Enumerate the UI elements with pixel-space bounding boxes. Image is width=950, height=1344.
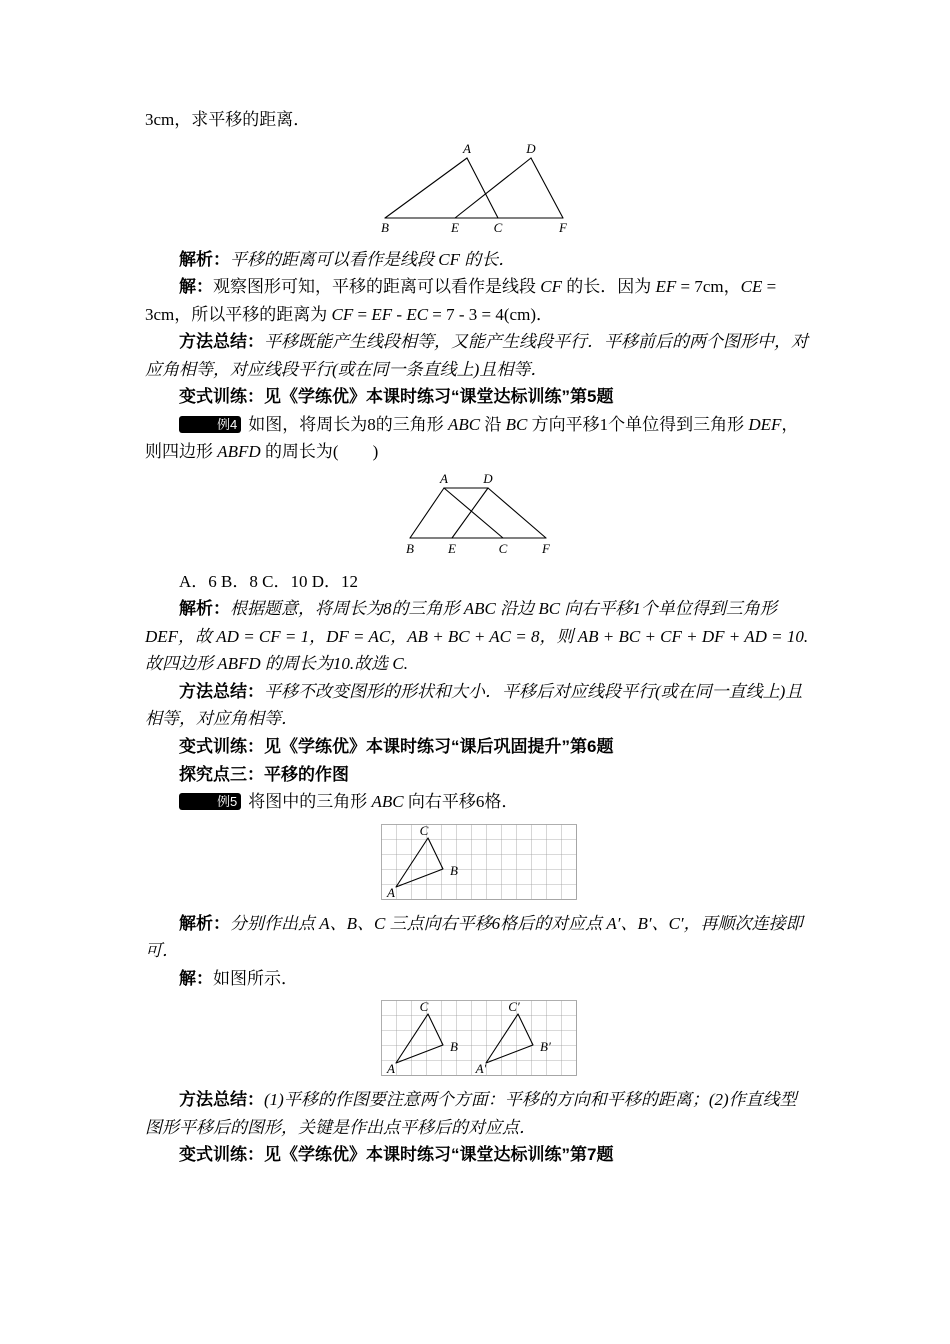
point-label-b: B (449, 862, 458, 878)
ex5-method-summary: 方法总结：(1)平移的作图要注意两个方面：平移的方向和平移的距离；(2)作直线型图形平移后的图形，关键是作出点平移后的对应点． (145, 1090, 797, 1137)
point-label-c: C (493, 219, 502, 235)
ex4-variation-training: 变式训练：见《学练优》本课时练习“课后巩固提升”第6题 (179, 736, 614, 756)
point-label-a: A (386, 884, 395, 900)
example-4-badge: 例4 (179, 416, 241, 433)
ex5-grid-svg (381, 824, 577, 900)
ex4-method-summary: 方法总结：平移不改变图形的形状和大小．平移后对应线段平行(或在同一直线上)且相等，对应角相等． (145, 681, 803, 729)
point-label-f: F (541, 540, 550, 556)
point-label-c: C (498, 540, 507, 556)
ex3-solution: 解：观察图形可知，平移的距离可以看作是线段 CF 的长．因为 EF = 7cm，CE = 3cm，所以平移的距离为 CF = EF - EC = 7 - 3 = 4(cm)． (145, 277, 777, 324)
grid-background (381, 824, 576, 899)
intro-line: 3cm，求平移的距离． (145, 110, 311, 129)
ex5-analysis: 解析：分别作出点 A、B、C 三点向右平移6格后的对应点 A′、B′、C′，再顺次连接即可． (145, 913, 803, 961)
ex3-figure-svg (379, 142, 579, 236)
ex3-variation-training: 变式训练：见《学练优》本课时练习“课堂达标训练”第5题 (179, 387, 614, 407)
ex4-figure-svg (404, 474, 554, 558)
example-5-badge: 例5 (179, 793, 241, 810)
point-label-c-prime: C′ (507, 1000, 520, 1015)
triangle-abc-def-lines (385, 158, 563, 218)
ex5-result-grid-svg (381, 1000, 577, 1076)
ex5-variation-training: 变式训练：见《学练优》本课时练习“课堂达标训练”第7题 (179, 1145, 614, 1165)
point-label-a-prime: A′ (475, 1061, 486, 1077)
point-label-c: C (419, 823, 428, 838)
ex5-question (145, 788, 812, 816)
point-label-d: D (525, 141, 536, 156)
ex4-analysis: 解析：根据题意，将周长为8的三角形 ABC 沿边 BC 向右平移1个单位得到三角形 DEF，故 AD = CF = 1，DF = AC，AB + BC + AC = 8，则 AB + BC + CF + DF + AD = 10.故四边形 ABFD 的周长为10.故选 C. (145, 599, 809, 674)
ex5-question-text: 将图中的三角形 ABC 向右平移6格． (248, 792, 519, 812)
point-label-b: B (449, 1039, 458, 1055)
ex4-options: A．6 B．8 C．10 D．12 (179, 571, 358, 591)
exploration-point-3-heading: 探究点三：平移的作图 (179, 764, 349, 784)
point-label-b: B (380, 219, 389, 235)
figure-ex5-grid-before (145, 824, 812, 900)
point-label-a: A (439, 473, 448, 486)
point-label-b-prime: B′ (539, 1039, 551, 1055)
point-label-a: A (462, 141, 471, 156)
point-label-b: B (405, 540, 414, 556)
trapezoid-abfd-lines (410, 488, 546, 538)
ex3-method-summary: 方法总结：平移既能产生线段相等，又能产生线段平行．平移前后的两个图形中，对应角相等，对应线段平行(或在同一条直线上)且相等． (145, 332, 808, 379)
point-label-e: E (450, 219, 459, 235)
point-label-a: A (386, 1061, 395, 1077)
ex5-solution: 解：如图所示． (179, 968, 298, 988)
point-label-d: D (482, 473, 493, 486)
figure-ex3-triangles (145, 142, 812, 236)
ex4-question-text: 如图，将周长为8的三角形 ABC 沿 BC 方向平移1个单位得到三角形 DEF，则四边形 ABFD 的周长为( ) (145, 414, 799, 462)
point-label-c: C (419, 1000, 428, 1015)
point-label-f: F (558, 219, 567, 235)
ex3-analysis: 解析：平移的距离可以看作是线段 CF 的长． (179, 249, 516, 269)
figure-ex5-grid-after (145, 1000, 812, 1076)
ex4-question (145, 411, 812, 466)
figure-ex4-trapezoid (145, 474, 812, 558)
point-label-e: E (447, 540, 456, 556)
